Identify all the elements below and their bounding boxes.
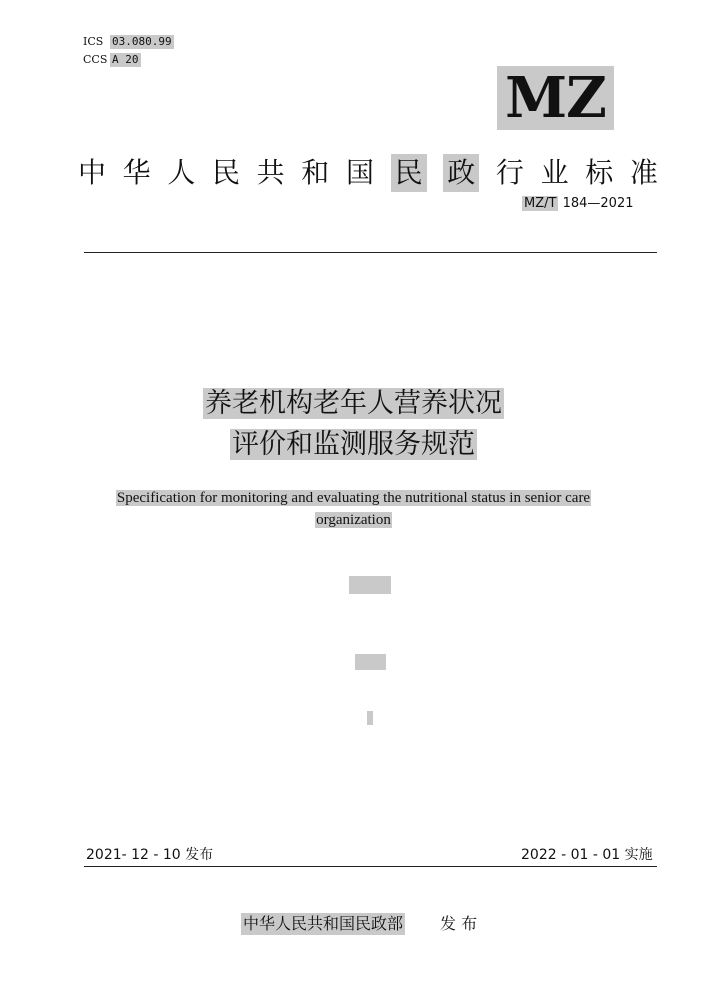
standard-code-prefix: MZ/T [524,196,557,211]
title-char: 业 [540,156,569,189]
title-char: 行 [495,156,524,189]
redaction-block [355,654,386,670]
chinese-title-line-1: 养老机构老年人营养状况 [205,388,502,419]
title-char: 民 [211,156,240,189]
title-char: 国 [345,156,374,189]
issuer-name: 中华人民共和国民政部 [243,914,404,933]
chinese-title-line-2: 评价和监测服务规范 [232,429,475,460]
title-char-highlighted: 政 [443,154,479,192]
english-title-line-1: Specification for monitoring and evaluating the nutritional status in senior care [116,490,591,506]
title-char: 人 [167,156,196,189]
title-char: 标 [585,156,614,189]
standard-code-number: 184—2021 [562,196,634,211]
implementation-date: 2022 - 01 - 01 实施 [521,847,653,863]
issue-date: 2021- 12 - 10 发布 [86,847,214,863]
issuer-action: 发 布 [440,914,478,933]
english-title [0,487,707,531]
ccs-value: A 20 [112,53,139,66]
title-char-highlighted: 民 [391,154,427,192]
redaction-block [349,576,391,594]
title-char: 共 [256,156,285,189]
footer-divider [84,866,657,867]
standard-type-title [78,152,658,194]
ccs-label: CCS [83,53,108,66]
redaction-block [367,711,373,725]
title-char: 华 [122,156,151,189]
title-char: 准 [629,156,658,189]
title-char: 中 [78,156,107,189]
ics-label: ICS [83,35,104,48]
header-divider [84,252,657,253]
english-title-line-2: organization [316,512,391,528]
title-char: 和 [301,156,330,189]
mz-logo: MZ [497,66,614,130]
ics-value: 03.080.99 [112,35,172,48]
standard-code [522,195,634,213]
